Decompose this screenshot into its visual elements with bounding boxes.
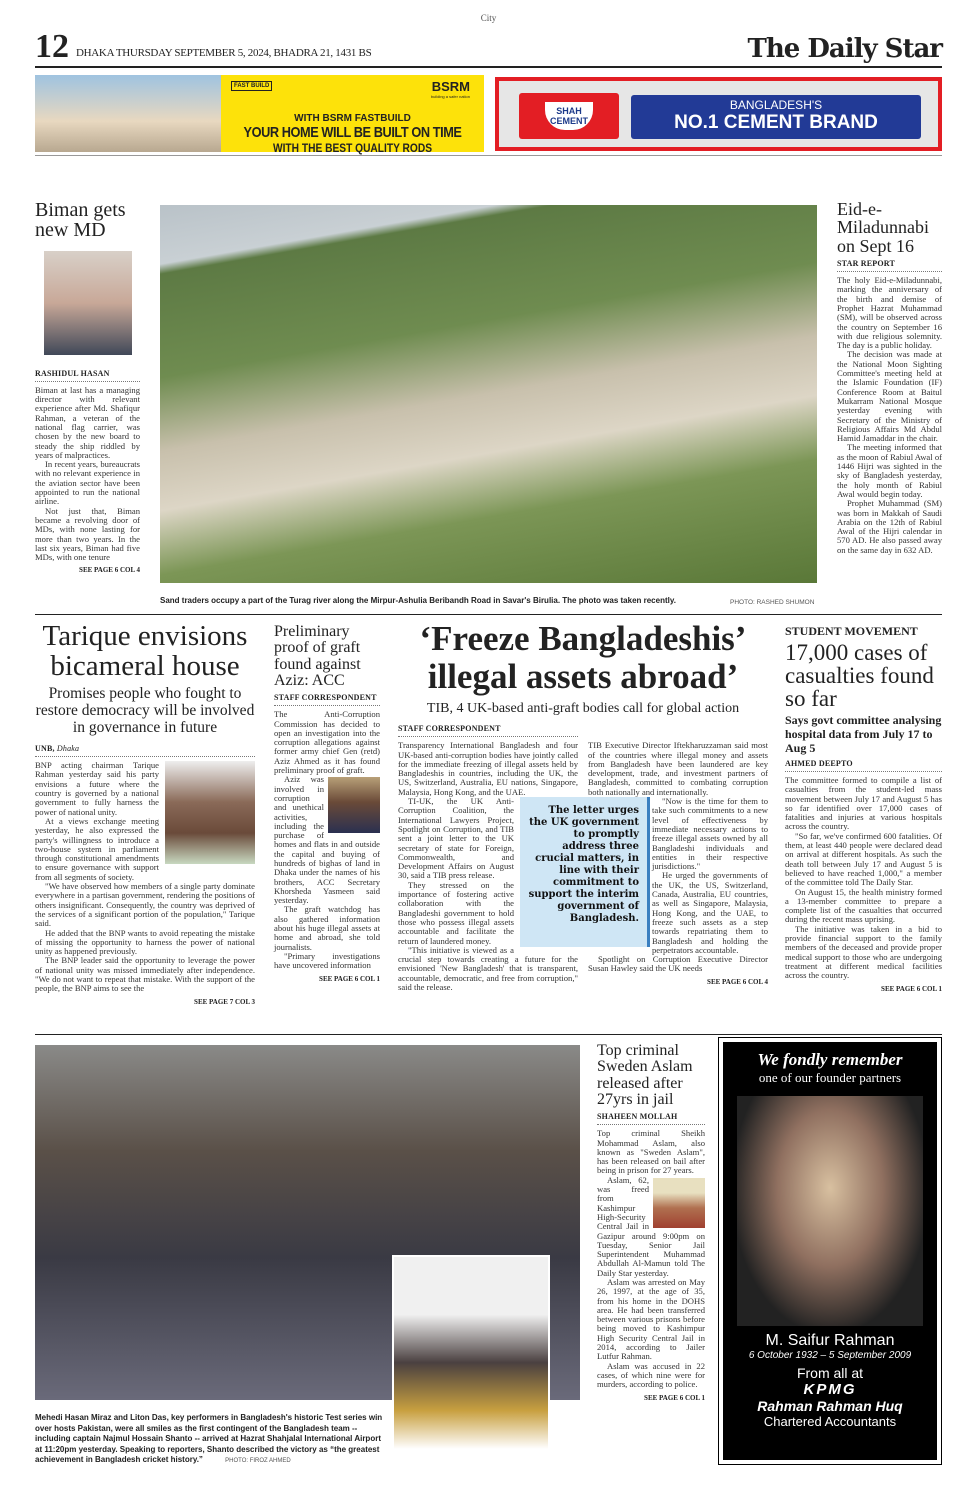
jump-link[interactable]: SEE PAGE 6 COL 1 [319, 974, 380, 983]
aslam-photo [653, 1178, 705, 1228]
ad-line1: WITH BSRM FASTBUILD [294, 113, 411, 124]
paragraph: He added that the BNP wants to avoid repeating the mistake of missing the opportunity to harness the power of national unity as happened previously. [35, 927, 255, 957]
memorial-title: We fondly remember [757, 1050, 903, 1069]
paragraph: The Anti-Corruption Commission has decided to open an investigation into the corruption allegations against former army chief Gen (retd) Aziz Ahmed as it has found preliminary proof of graft. [274, 709, 380, 776]
shah-line1: BANGLADESH'S [729, 98, 823, 112]
paragraph: Aslam was arrested on May 26, 1997, at the age of 35, from his home in the DOHS area. He had been transferred between various prisons before being moved to Kashimpur High Security Central Jail in 2014, according to Jailer Lutfur Rahman. [597, 1277, 705, 1362]
subhead: Says govt committee analysing hospital data from July 17 to Aug 5 [785, 713, 942, 755]
portrait-photo [44, 251, 132, 355]
memorial-name: M. Saifur Rahman [765, 1332, 895, 1349]
subhead: TIB, 4 UK-based anti-graft bodies call for global action [426, 701, 740, 716]
headline: ‘Freeze Bangladeshis’ illegal assets abroad’ [419, 619, 747, 696]
article-body [274, 710, 380, 970]
turag-river-photo [160, 205, 817, 583]
pull-quote: The letter urges the UK government to promptly address three crucial matters, in line with their commitment to support the interim government of Bangladesh. [520, 797, 650, 947]
article-biman[interactable] [35, 200, 140, 574]
article-student[interactable] [785, 624, 942, 993]
shah-cement-ad[interactable] [495, 77, 942, 151]
byline: UNB, Dhaka [35, 744, 255, 757]
paragraph: The graft watchdog has also gathered information about his huge illegal assets at home and abroad, she told journalists. [274, 904, 380, 952]
jump-link[interactable]: SEE PAGE 7 COL 3 [194, 997, 255, 1006]
jump-link[interactable]: SEE PAGE 6 COL 4 [79, 566, 140, 575]
article-sweden[interactable] [597, 1043, 705, 1402]
paragraph: "So far, we've confirmed 600 fatalities. Of them, at least 440 people were declared dead on arrival at different hospitals. As such the death toll between July 17 and August 5 is believed to have reached 1,000," a member of the committee told The Daily Star. [785, 830, 942, 888]
photo-credit: PHOTO: RASHED SHUMON [730, 599, 815, 606]
photo-caption: Sand traders occupy a part of the Turag river along the Mirpur-Ashulia Beribandh Road in Savar's Birulia. The photo was taken recently. [160, 596, 676, 605]
paragraph: The committee formed to compile a list of casualties from the student-led mass movement between July 17 and August 5 has so far identified over 17,000 cases of fatalities and injuries at various hospitals across the country. [785, 775, 942, 832]
paragraph: At a views exchange meeting yesterday, he also expressed the party's willingness to introduce a two-house system in parliament through constitutional amendments to ensure governance with support from all segments of society. [35, 815, 159, 882]
article-eid[interactable] [837, 200, 942, 555]
paragraph: Aziz was involved in corruption and unethical activities, including the purchase of homes and flats in and outside the capital and buying of hundreds of bighas of land in Dhaka under the names of his brothers, ACC Secretary Khorsheda Yasmeen said yesterday. [274, 774, 380, 906]
paragraph: The holy Eid-e-Miladunnabi, marking the anniversary of the birth and demise of Prophet Hazrat Muhammad (SM), will be observed across the country on September 16 with due religious solemnity. The day is a public holiday. [837, 275, 942, 351]
photo-credit: PHOTO: FIROZ AHMED [225, 1458, 291, 1464]
paragraph: Prophet Muhammad (SM) was born in Makkah of Saudi Arabia on the 12th of Rabiul Awal of the Hijri calendar in 570 AD. He also passed away on the same day in 632 AD. [837, 498, 942, 555]
jump-link[interactable]: SEE PAGE 6 COL 1 [644, 1393, 705, 1402]
paragraph: Transparency International Bangladesh and four UK-based anti-corruption bodies have jointly called for the immediate freezing of illegal assets held by Bangladeshis in countries, including the UK, the US, Switzerland, Australia, EU nations, Singapore, Malaysia, Hong Kong, and the UAE. [398, 740, 578, 797]
ad-line2: YOUR HOME WILL BE BUILT ON TIME [243, 124, 462, 141]
jump-link[interactable]: SEE PAGE 6 COL 4 [707, 977, 768, 986]
paragraph: "We have observed how members of a single party dominate everywhere in a partisan government, rendering the positions of others insignificant. Consequently, the country was deprived of the services of a significant portion of the population," Tarique said. [35, 881, 255, 929]
shah-logo [519, 93, 619, 139]
firm-name: Rahman Rahman Huq [757, 1398, 903, 1414]
paragraph: Aslam was accused in 22 cases, of which nine were for murders, according to police. [597, 1360, 705, 1390]
section-label: City [480, 13, 497, 23]
shah-logo-text: SHAH CEMENT [545, 102, 593, 130]
memorial-ad[interactable] [718, 1037, 942, 1465]
dateline: DHAKA THURSDAY SEPTEMBER 5, 2024, BHADRA 21, 1431 BS [76, 47, 372, 59]
bsrm-tagline: building a safer nation [430, 94, 470, 99]
paragraph: "Primary investigations have uncovered information [274, 950, 380, 971]
tarique-photo [165, 761, 255, 864]
trophy-photo [392, 1255, 550, 1451]
paragraph: Biman at last has a managing director with relevant experience after Md. Shafiqur Rahman, a veteran of the national flag carrier, was chosen by the new board to steady the ship riddled by years of malpractices. [35, 384, 140, 460]
article-body-col2 [588, 741, 768, 985]
byline: STAR REPORT [837, 259, 942, 272]
ad-line3: WITH THE BEST QUALITY RODS [272, 141, 433, 155]
ad-people-photo [35, 75, 221, 152]
kicker: STUDENT MOVEMENT [785, 624, 918, 638]
article-body [837, 276, 942, 555]
paragraph: In recent years, bureaucrats with no relevant experience in the aviation sector have been appointed to run the national airline. [35, 459, 140, 507]
paragraph: He urged the governments of the UK, the US, Switzerland, Canada, Australia, EU countries, as well as Singapore, Malaysia, Hong Kong, and the UAE, to freeze such assets as a step towards repatriating them to Bangladesh and holding the perpetrators accountable. [652, 870, 768, 955]
paragraph: Spotlight on Corruption Executive Director Susan Hawley said the UK needs [588, 954, 768, 974]
paragraph: Top criminal Sheikh Mohammad Aslam, also known as "Sweden Aslam", has been released on bail after being in prison for 27 years. [597, 1128, 705, 1176]
byline: STAFF CORRESPONDENT [398, 724, 578, 737]
memorial-portrait [737, 1096, 923, 1326]
bsrm-logo: BSRM [431, 79, 470, 94]
firm-subtitle: Chartered Accountants [763, 1414, 897, 1429]
paragraph: TIB Executive Director Iftekharuzzaman said most of the countries where illegal money and assets from Bangladesh have been laundered are key development, trade, and investment partners of Bangladesh, committed to combating corruption both nationally and internationally. [588, 740, 768, 797]
fastbuild-badge: FAST BUILD [231, 81, 272, 91]
newspaper-logo[interactable]: The Daily Star [747, 34, 942, 64]
article-aziz[interactable] [274, 624, 380, 983]
paragraph: TI-UK, the UK Anti-Corruption Coalition, the International Lawyers Project, Spotlight on Corruption, and TIB sent a joint letter to the UK secretary of state for Foreign, Commonwealth, and Development Affairs on August 30, said a TIB press release. [398, 796, 514, 881]
memorial-subtitle: one of our founder partners [758, 1070, 902, 1085]
kpmg-logo: KPMG [803, 1381, 857, 1398]
byline: RASHIDUL HASAN [35, 369, 140, 382]
shah-line2: NO.1 CEMENT BRAND [674, 112, 878, 133]
paragraph: The initiative was taken in a bid to provide financial support to the family members of the deceased and provide proper medical support to those who are undergoing treatment at different medical facilities across the country. [785, 923, 942, 981]
article-body-col1 [398, 740, 639, 992]
article-tarique[interactable] [35, 622, 255, 1006]
headline: Eid-e-Miladunnabi on Sept 16 [837, 199, 929, 256]
jump-link[interactable]: SEE PAGE 6 COL 1 [881, 984, 942, 993]
headline: Top criminal Sweden Aslam released after 27yrs in jail [597, 1042, 693, 1108]
headline: Preliminary proof of graft found against Aziz: ACC [274, 623, 361, 689]
article-freeze[interactable] [398, 620, 768, 992]
memorial-from: From all at [796, 1365, 864, 1381]
paragraph: Not just that, Biman became a revolving door of MDs, with none lasting for more than two years. In the last six years, Biman had five MDs, with one tenure [35, 505, 140, 563]
bsrm-ad[interactable] [35, 75, 484, 155]
memorial-dates: 6 October 1932 – 5 September 2009 [748, 1350, 912, 1361]
paragraph: The meeting informed that as the moon of Rabiul Awal of 1446 Hijri was sighted in the sky of Bangladesh yesterday, the holy month of Rabiul Awal would begin today. [837, 442, 942, 499]
paragraph: BNP acting chairman Tarique Rahman yesterday said his party envisions a future where the country is governed by a national government to fully harness the power of national unity. [35, 760, 159, 817]
paragraph: The BNP leader said the opportunity to leverage the power of national unity was missed immediately after independence. "We do not want to repeat that mistake. With the support of the people, the BNP aims to see the [35, 955, 255, 994]
article-body [785, 776, 942, 981]
page-number: 12 [35, 28, 69, 65]
article-body [597, 1129, 705, 1389]
paragraph: The decision was made at the National Moon Sighting Committee's meeting held at the Islamic Foundation (IF) Conference Room at Baitul Mukarram National Mosque yesterday evening with Secretary of the Ministry of Religious Affairs Md Abdul Hamid Jamaddar in the chair. [837, 349, 942, 444]
byline: SHAHEEN MOLLAH [597, 1112, 705, 1125]
article-body [35, 386, 140, 563]
headline: Tarique envisions bicameral house [42, 620, 248, 682]
aziz-photo [328, 777, 380, 833]
cricket-caption: Mehedi Hasan Miraz and Liton Das, key performers in Bangladesh's historic Test series win over hosts Pakistan, were all smiles as the first contingent of the Bangladesh team -- including captain Najmul Hossain Shanto -- arrived at Hazrat Shahjalal International Airport at 11:20pm yesterday. Speaking to reporters, Shanto described the victory as “the greatest achievement in Bangladesh cricket history.” PHOTO: FIROZ AHMED [35, 1413, 383, 1464]
byline: STAFF CORRESPONDENT [274, 693, 380, 706]
paragraph: On August 15, the health ministry formed a 13-member committee to prepare a complete list of the casualties that occurred during the recent mass uprising. [785, 886, 942, 925]
paragraph: "Now is the time for them to take such commitments to a new level of effectiveness by immediate necessary actions to freeze illegal assets owned by all Bangladeshi individuals and entities in their respective jurisdictions." [652, 796, 768, 872]
byline: AHMED DEEPTO [785, 759, 942, 772]
paragraph: They stressed on the importance of fostering active collaboration with the Bangladeshi government to hold those who possess illegal assets accountable and facilitate the return of laundered money. [398, 879, 514, 946]
headline: Biman gets new MD [35, 199, 126, 242]
paragraph: "This initiative is viewed as a crucial step towards creating a future for the envisioned 'New Bangladesh' that is transparent, accountable, democratic, and free from corruption," said the release. [398, 944, 578, 992]
headline: 17,000 cases of casualties found so far [785, 640, 934, 711]
paragraph: Aslam, 62, was freed from Kashimpur High-Security Central Jail in Gazipur around 9:00pm on Tuesday, Senior Jail Superintendent Muhammad Abdullah Al-Mamun told The Daily Star yesterday. [597, 1174, 705, 1278]
subhead: Promises people who fought to restore democracy will be involved in governance in future [35, 685, 255, 737]
